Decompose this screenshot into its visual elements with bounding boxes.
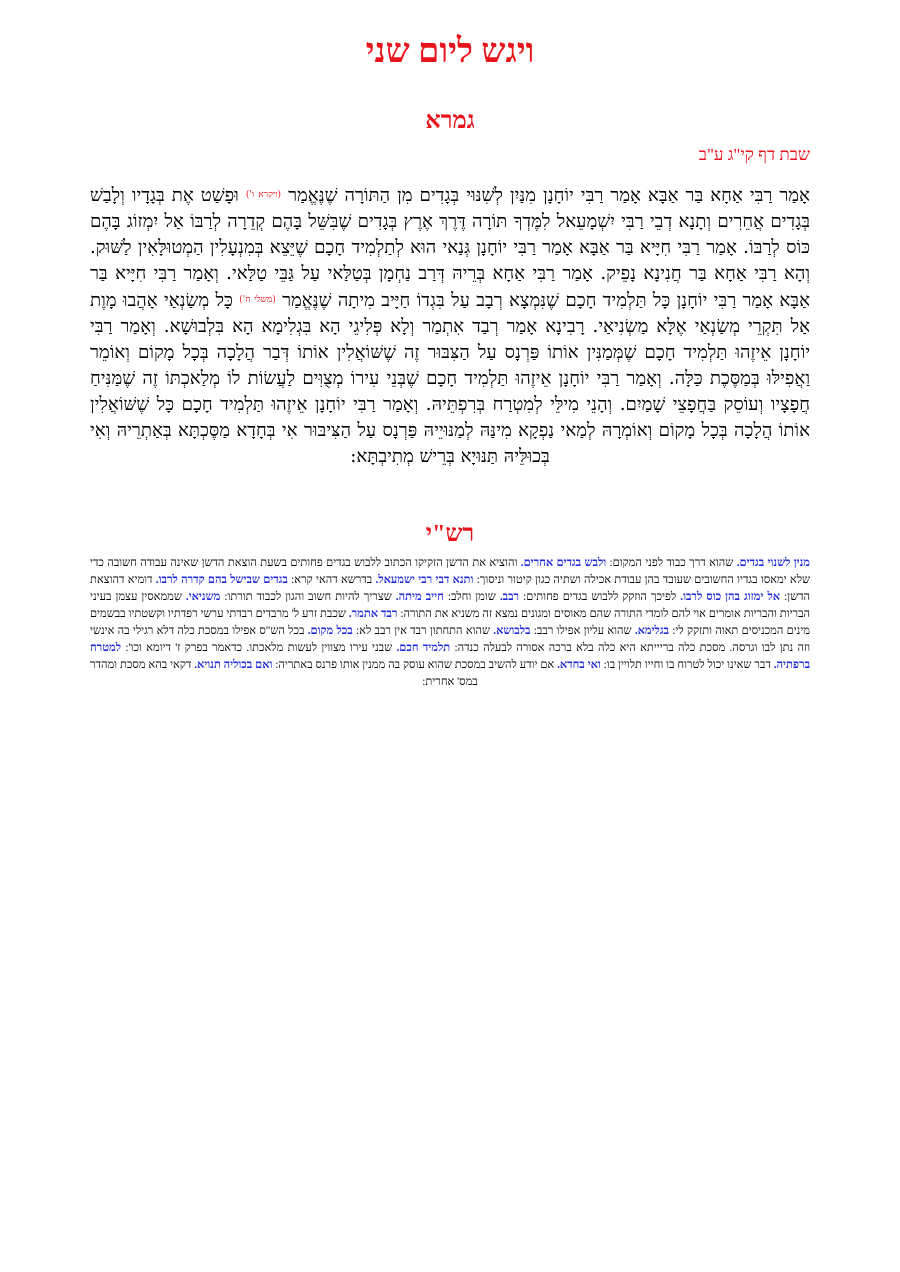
gemara-text xyxy=(90,182,810,470)
rashi-comment: שכבת זרע ל' מרבדים רבדתי ערשי רפדתיו וקשטתיו בבשמים מינים המכניסים תאוה ותזקק לי: xyxy=(90,608,810,637)
daf-reference: שבת דף קי"ג ע"ב xyxy=(698,145,810,164)
rashi-comment: והוציא את הדשן הזקיקו הכתוב ללבוש בגדים פחותים בשעת הוצאת הדשן שאינה עבודה חשובה כדי שלא ימאסו בגדיו החשובים שעובד בהן עבודת אכילה ושתיה כגון קיטור וניסוך: xyxy=(90,557,810,586)
rashi-comment: בדרשא דהאי קרא: xyxy=(291,574,373,586)
rashi-comment: בכל הש"ס אפילו במסכת כלה דלא רגילי בה אינשי וזה נתן לבו וגרסה. מסכת כלה בריייתא היא כלה בלא ברכה אסורה לבעלה כנדה: xyxy=(90,625,811,654)
verse-citation: (משלי ח') xyxy=(239,295,276,305)
rashi-dibur-hamatchil: אל ימזוג בהן כוס לרבו. xyxy=(680,591,781,603)
rashi-dibur-hamatchil: בגלימא. xyxy=(634,625,670,637)
rashi-dibur-hamatchil: בגדים שבישל בהם קדרה לרבו. xyxy=(155,574,288,586)
rashi-dibur-hamatchil: ולבש בגדים אחרים. xyxy=(520,557,607,569)
rashi-comment: דקאי בהא מסכת ומהדר במס' אחרית: xyxy=(90,659,478,688)
rashi-heading: רש"י xyxy=(425,521,475,547)
rashi-dibur-hamatchil: רבד אתמר. xyxy=(348,608,398,620)
rashi-dibur-hamatchil: תלמיד חכם. xyxy=(396,642,451,654)
page-title: ויגש ליום שני xyxy=(365,33,535,70)
rashi-dibur-hamatchil: ואי בחדא. xyxy=(557,659,601,671)
verse-citation: (ויקרא ו') xyxy=(245,190,282,200)
rashi-text xyxy=(90,555,810,691)
rashi-comment: לפיכך הוזקק ללבוש בגדים פחותים: xyxy=(523,591,677,603)
gemara-part-3: כָּל מְשַׂנְאַי אָהֲבוּ מָוֶת אַל תִּקְרֵי מְשַׂנְאַי אֶלָּא מַשְׂנִיאַי. רָבִינָא אָמַר רְבַד אִתְמַר וְלָא פְּלִיגֵי הָא בִּגְלִימָא הָא בִּלְבוּשָׁא. וְאָמַר רַבִּי יוֹחָנָן אֵיזֶהוּ תַּלְמִיד חָכָם שֶׁמְּמַנִּין אוֹתוֹ פַּרְנָס עַל הַצִּבּוּר זֶה שֶׁשּׁוֹאֲלִין אוֹתוֹ דְּבַר הֲלָכָה בְּכָל מָקוֹם וְאוֹמֵר וַאֲפִילּוּ בְּמַסֶּכֶת כַּלָּה. וְאָמַר רַבִּי יוֹחָנָן אֵיזֶהוּ תַּלְמִיד חָכָם שֶׁבְּנֵי עִירוֹ מְצֻוִּים לַעֲשׂוֹת לוֹ מְלַאכְתּוֹ זֶה שֶׁמַּנִּיחַ חֲפָצָיו וְעוֹסֵק בַּחֲפָצֵי שָׁמַיִם. וְהָנֵי מִילֵּי לְמִטְרַח בְּרִפְתֵּיהּ. וְאָמַר רַבִּי יוֹחָנָן אֵיזֶהוּ תַּלְמִיד חָכָם כָּל שֶׁשּׁוֹאֲלִין אוֹתוֹ הֲלָכָה בְּכָל מָקוֹם וְאוֹמְרָהּ לְמַאי נַפְקָא מִינַּהּ לְמַנּוּיֵיהּ פַּרְנָס עַל הַצִּיבּוּר אִי בְּחָדָא מַסֶּכְתָּא בְּאַתְרֵיהּ וְאִי בְּכוּלֵּיהּ תַּנּוּיָא בְּרֵישׁ מְתִיבְתָּא: xyxy=(90,290,810,467)
rashi-dibur-hamatchil: ותנא דבי רבי ישמעאל. xyxy=(375,574,474,586)
gemara-part-1: אָמַר רַבִּי אַחָא בַּר אַבָּא אָמַר רַבִּי יוֹחָנָן מִנַּיִן לְשִׁנּוּי בְּגָדִים מִן הַתּוֹרָה שֶׁנֶּאֱמַר xyxy=(288,185,810,206)
gemara-part-2: וּפָשַׁט אֶת בְּגָדָיו וְלָבַשׁ בְּגָדִים אֲחֵרִים וְתָנָא דְבֵי רַבִּי יִשְׁמָעֵאל לִמֶּדְךָ תּוֹרָה דֶּרֶךְ אֶרֶץ בְּגָדִים שֶׁבִּשֵּׁל בָּהֶם קְדֵרָה לְרַבּוֹ אַל יִמְזוֹג בָּהֶם כּוֹס לְרַבּוֹ. אָמַר רַבִּי חִיָּיא בַּר אַבָּא אָמַר רַבִּי יוֹחָנָן גְּנַאי הוּא לְתַלְמִיד חָכָם שֶׁיֵּצֵא בְּמִנְעָלִין הַמְטוּלָּאִין לַשּׁוּק. וְהָא רַבִּי אַחָא בַּר חֲנִינָא נָפֵיק. אָמַר רַבִּי אַחָא בְּרֵיהּ דְּרַב נַחְמָן בְּטַלַּאי עַל גַּבֵּי טַלַּאי. וְאָמַר רַבִּי חִיָּיא בַּר אַבָּא אָמַר רַבִּי יוֹחָנָן כָּל תַּלְמִיד חָכָם שֶׁנִּמְצָא רְבָב עַל בִּגְדוֹ חַיָּיב מִיתָה שֶׁנֶּאֱמַר xyxy=(90,185,810,311)
rashi-comment: שבני עירו מצווין לעשות מלאכתו. כדאמר בפרק ז' דיומא וכו': xyxy=(125,642,393,654)
rashi-comment: שצריך להיות חשוב והגון לכבוד תורתו: xyxy=(224,591,392,603)
rashi-comment: שממאסין עצמן בעיני הבריות והבריות אומרים אוי להם לומדי התורה שהם מאוסים ומגונים נמצא זה משניא את התורה: xyxy=(90,591,811,620)
rashi-dibur-hamatchil: משניאי. xyxy=(185,591,221,603)
rashi-dibur-hamatchil: בלבושא. xyxy=(493,625,531,637)
rashi-dibur-hamatchil: מנין לשנוי בגדים. xyxy=(736,557,810,569)
gemara-heading: גמרא xyxy=(425,108,475,134)
rashi-comment: אם יודע להשיב במסכת שהוא עוסק בה ממנין אותו פרנס באתריה: xyxy=(275,659,555,671)
rashi-comment: שומן וחלב: xyxy=(447,591,496,603)
rashi-dibur-hamatchil: רבב. xyxy=(499,591,520,603)
rashi-comment: דומיא דהוצאת הדשן: xyxy=(90,574,811,603)
rashi-dibur-hamatchil: חייב מיתה. xyxy=(395,591,444,603)
rashi-dibur-hamatchil: למטרח ברפתיה. xyxy=(90,642,811,671)
rashi-dibur-hamatchil: בכל מקום. xyxy=(307,625,353,637)
rashi-comment: שהוא התחתון רבד אין רבב לא: xyxy=(356,625,490,637)
rashi-comment: דבר שאינו יכול לטרוח בו וחייו תלויין בו: xyxy=(603,659,771,671)
rashi-comment: שהוא עליון אפילו רבב: xyxy=(533,625,632,637)
rashi-comment: שהוא דרך כבוד לפני המקום: xyxy=(609,557,734,569)
rashi-dibur-hamatchil: ואם בכוליה תנויא. xyxy=(194,659,273,671)
